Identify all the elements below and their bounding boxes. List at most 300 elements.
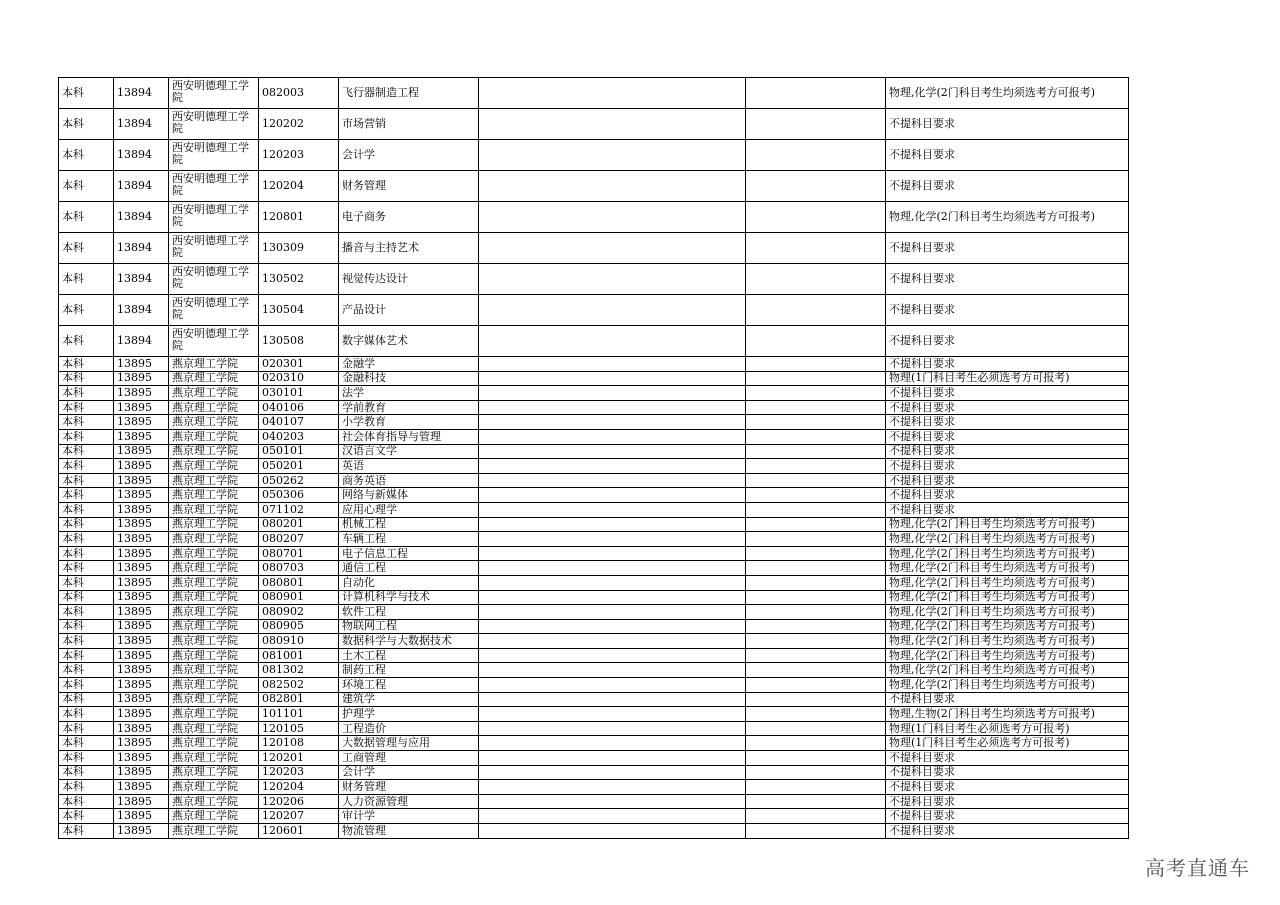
major-code-cell: 120204 xyxy=(259,171,339,202)
school-name-cell: 燕京理工学院 xyxy=(169,473,259,488)
major-code-cell: 120203 xyxy=(259,140,339,171)
major-name-cell: 工程造价 xyxy=(339,721,479,736)
school-code-cell: 13895 xyxy=(114,648,169,663)
school-name-cell: 燕京理工学院 xyxy=(169,561,259,576)
subject-requirement-cell: 物理(1门科目考生必须选考方可报考) xyxy=(886,371,1129,386)
empty-cell xyxy=(479,707,746,722)
level-cell: 本科 xyxy=(59,78,114,109)
major-code-cell: 130502 xyxy=(259,264,339,295)
empty-cell xyxy=(746,202,886,233)
table-row xyxy=(59,663,1129,678)
table-row xyxy=(59,561,1129,576)
subject-requirement-cell: 不提科目要求 xyxy=(886,109,1129,140)
subject-requirement-cell: 不提科目要求 xyxy=(886,415,1129,430)
empty-cell xyxy=(479,400,746,415)
empty-cell xyxy=(479,780,746,795)
subject-requirement-cell: 物理,化学(2门科目考生均须选考方可报考) xyxy=(886,561,1129,576)
level-cell: 本科 xyxy=(59,721,114,736)
major-code-cell: 080701 xyxy=(259,546,339,561)
major-code-cell: 040203 xyxy=(259,429,339,444)
level-cell: 本科 xyxy=(59,663,114,678)
empty-cell xyxy=(746,546,886,561)
major-name-cell: 数据科学与大数据技术 xyxy=(339,634,479,649)
subject-requirement-cell: 不提科目要求 xyxy=(886,326,1129,357)
school-name-cell: 燕京理工学院 xyxy=(169,444,259,459)
major-code-cell: 080910 xyxy=(259,634,339,649)
empty-cell xyxy=(479,357,746,372)
subject-requirement-cell: 不提科目要求 xyxy=(886,488,1129,503)
subject-requirement-cell: 物理,生物(2门科目考生均须选考方可报考) xyxy=(886,707,1129,722)
school-name-cell: 燕京理工学院 xyxy=(169,488,259,503)
major-name-cell: 物联网工程 xyxy=(339,619,479,634)
level-cell: 本科 xyxy=(59,619,114,634)
subject-requirement-cell: 物理,化学(2门科目考生均须选考方可报考) xyxy=(886,605,1129,620)
school-code-cell: 13895 xyxy=(114,429,169,444)
major-name-cell: 播音与主持艺术 xyxy=(339,233,479,264)
school-name-cell: 燕京理工学院 xyxy=(169,648,259,663)
empty-cell xyxy=(479,765,746,780)
empty-cell xyxy=(746,619,886,634)
empty-cell xyxy=(479,736,746,751)
table-row xyxy=(59,590,1129,605)
major-name-cell: 计算机科学与技术 xyxy=(339,590,479,605)
empty-cell xyxy=(746,561,886,576)
school-code-cell: 13895 xyxy=(114,546,169,561)
major-code-cell: 080905 xyxy=(259,619,339,634)
subject-requirement-cell: 不提科目要求 xyxy=(886,400,1129,415)
major-code-cell: 120203 xyxy=(259,765,339,780)
table-row xyxy=(59,386,1129,401)
school-name-cell: 燕京理工学院 xyxy=(169,619,259,634)
empty-cell xyxy=(746,171,886,202)
empty-cell xyxy=(479,809,746,824)
table-row xyxy=(59,736,1129,751)
enrollment-table xyxy=(58,77,1129,839)
major-name-cell: 数字媒体艺术 xyxy=(339,326,479,357)
school-name-cell: 燕京理工学院 xyxy=(169,721,259,736)
level-cell: 本科 xyxy=(59,429,114,444)
level-cell: 本科 xyxy=(59,707,114,722)
major-name-cell: 电子商务 xyxy=(339,202,479,233)
empty-cell xyxy=(479,295,746,326)
empty-cell xyxy=(479,648,746,663)
empty-cell xyxy=(479,444,746,459)
level-cell: 本科 xyxy=(59,751,114,766)
table-row xyxy=(59,648,1129,663)
school-code-cell: 13895 xyxy=(114,561,169,576)
empty-cell xyxy=(746,140,886,171)
empty-cell xyxy=(746,517,886,532)
major-name-cell: 工商管理 xyxy=(339,751,479,766)
empty-cell xyxy=(746,809,886,824)
major-code-cell: 080902 xyxy=(259,605,339,620)
major-name-cell: 会计学 xyxy=(339,765,479,780)
major-code-cell: 130504 xyxy=(259,295,339,326)
level-cell: 本科 xyxy=(59,371,114,386)
level-cell: 本科 xyxy=(59,459,114,474)
school-name-cell: 燕京理工学院 xyxy=(169,517,259,532)
table-row xyxy=(59,678,1129,693)
empty-cell xyxy=(479,202,746,233)
subject-requirement-cell: 不提科目要求 xyxy=(886,809,1129,824)
level-cell: 本科 xyxy=(59,765,114,780)
table-row xyxy=(59,202,1129,233)
level-cell: 本科 xyxy=(59,648,114,663)
school-code-cell: 13895 xyxy=(114,502,169,517)
major-code-cell: 130508 xyxy=(259,326,339,357)
empty-cell xyxy=(479,517,746,532)
school-code-cell: 13895 xyxy=(114,824,169,839)
school-code-cell: 13895 xyxy=(114,721,169,736)
school-code-cell: 13894 xyxy=(114,233,169,264)
school-code-cell: 13894 xyxy=(114,78,169,109)
empty-cell xyxy=(746,233,886,264)
subject-requirement-cell: 不提科目要求 xyxy=(886,692,1129,707)
school-name-cell: 燕京理工学院 xyxy=(169,429,259,444)
major-code-cell: 120801 xyxy=(259,202,339,233)
level-cell: 本科 xyxy=(59,386,114,401)
table-row xyxy=(59,444,1129,459)
school-code-cell: 13894 xyxy=(114,326,169,357)
empty-cell xyxy=(479,488,746,503)
school-code-cell: 13895 xyxy=(114,444,169,459)
level-cell: 本科 xyxy=(59,634,114,649)
table-row xyxy=(59,326,1129,357)
empty-cell xyxy=(746,751,886,766)
major-code-cell: 050101 xyxy=(259,444,339,459)
empty-cell xyxy=(479,429,746,444)
school-code-cell: 13895 xyxy=(114,619,169,634)
empty-cell xyxy=(746,648,886,663)
major-code-cell: 082502 xyxy=(259,678,339,693)
school-name-cell: 燕京理工学院 xyxy=(169,371,259,386)
major-name-cell: 制药工程 xyxy=(339,663,479,678)
school-name-cell: 燕京理工学院 xyxy=(169,809,259,824)
empty-cell xyxy=(746,634,886,649)
school-code-cell: 13895 xyxy=(114,386,169,401)
empty-cell xyxy=(479,605,746,620)
level-cell: 本科 xyxy=(59,809,114,824)
school-name-cell: 西安明德理工学院 xyxy=(169,264,259,295)
empty-cell xyxy=(479,590,746,605)
empty-cell xyxy=(746,663,886,678)
school-name-cell: 燕京理工学院 xyxy=(169,605,259,620)
major-name-cell: 环境工程 xyxy=(339,678,479,693)
table-row xyxy=(59,780,1129,795)
empty-cell xyxy=(479,264,746,295)
school-code-cell: 13895 xyxy=(114,590,169,605)
school-code-cell: 13894 xyxy=(114,264,169,295)
subject-requirement-cell: 物理,化学(2门科目考生均须选考方可报考) xyxy=(886,575,1129,590)
level-cell: 本科 xyxy=(59,692,114,707)
empty-cell xyxy=(479,140,746,171)
major-name-cell: 学前教育 xyxy=(339,400,479,415)
major-code-cell: 082003 xyxy=(259,78,339,109)
major-code-cell: 120601 xyxy=(259,824,339,839)
subject-requirement-cell: 物理,化学(2门科目考生均须选考方可报考) xyxy=(886,678,1129,693)
school-name-cell: 西安明德理工学院 xyxy=(169,140,259,171)
empty-cell xyxy=(746,295,886,326)
empty-cell xyxy=(479,663,746,678)
major-code-cell: 120201 xyxy=(259,751,339,766)
empty-cell xyxy=(479,678,746,693)
table-row xyxy=(59,721,1129,736)
major-name-cell: 应用心理学 xyxy=(339,502,479,517)
empty-cell xyxy=(479,561,746,576)
level-cell: 本科 xyxy=(59,473,114,488)
table-row xyxy=(59,473,1129,488)
major-name-cell: 软件工程 xyxy=(339,605,479,620)
empty-cell xyxy=(746,488,886,503)
school-code-cell: 13894 xyxy=(114,171,169,202)
major-code-cell: 101101 xyxy=(259,707,339,722)
school-name-cell: 燕京理工学院 xyxy=(169,678,259,693)
table-row xyxy=(59,707,1129,722)
major-code-cell: 120108 xyxy=(259,736,339,751)
school-name-cell: 燕京理工学院 xyxy=(169,634,259,649)
empty-cell xyxy=(479,326,746,357)
major-code-cell: 081001 xyxy=(259,648,339,663)
subject-requirement-cell: 不提科目要求 xyxy=(886,429,1129,444)
school-name-cell: 燕京理工学院 xyxy=(169,400,259,415)
subject-requirement-cell: 物理(1门科目考生必须选考方可报考) xyxy=(886,721,1129,736)
table-row xyxy=(59,357,1129,372)
empty-cell xyxy=(479,78,746,109)
empty-cell xyxy=(479,233,746,264)
school-name-cell: 燕京理工学院 xyxy=(169,707,259,722)
table-row xyxy=(59,233,1129,264)
empty-cell xyxy=(746,459,886,474)
school-code-cell: 13895 xyxy=(114,692,169,707)
major-code-cell: 080201 xyxy=(259,517,339,532)
school-code-cell: 13894 xyxy=(114,202,169,233)
level-cell: 本科 xyxy=(59,824,114,839)
empty-cell xyxy=(746,109,886,140)
empty-cell xyxy=(746,264,886,295)
empty-cell xyxy=(479,502,746,517)
major-name-cell: 网络与新媒体 xyxy=(339,488,479,503)
table-row xyxy=(59,502,1129,517)
major-code-cell: 080207 xyxy=(259,532,339,547)
school-name-cell: 燕京理工学院 xyxy=(169,532,259,547)
school-code-cell: 13894 xyxy=(114,140,169,171)
table-row xyxy=(59,605,1129,620)
empty-cell xyxy=(479,619,746,634)
major-name-cell: 金融学 xyxy=(339,357,479,372)
empty-cell xyxy=(479,546,746,561)
table-row xyxy=(59,429,1129,444)
subject-requirement-cell: 不提科目要求 xyxy=(886,502,1129,517)
empty-cell xyxy=(479,371,746,386)
empty-cell xyxy=(746,736,886,751)
empty-cell xyxy=(746,357,886,372)
major-name-cell: 视觉传达设计 xyxy=(339,264,479,295)
level-cell: 本科 xyxy=(59,444,114,459)
major-name-cell: 审计学 xyxy=(339,809,479,824)
school-name-cell: 西安明德理工学院 xyxy=(169,78,259,109)
school-code-cell: 13895 xyxy=(114,794,169,809)
major-code-cell: 040106 xyxy=(259,400,339,415)
school-code-cell: 13895 xyxy=(114,415,169,430)
level-cell: 本科 xyxy=(59,590,114,605)
subject-requirement-cell: 物理,化学(2门科目考生均须选考方可报考) xyxy=(886,546,1129,561)
major-code-cell: 040107 xyxy=(259,415,339,430)
major-name-cell: 金融科技 xyxy=(339,371,479,386)
school-name-cell: 燕京理工学院 xyxy=(169,765,259,780)
level-cell: 本科 xyxy=(59,517,114,532)
empty-cell xyxy=(746,415,886,430)
subject-requirement-cell: 物理,化学(2门科目考生均须选考方可报考) xyxy=(886,634,1129,649)
major-name-cell: 英语 xyxy=(339,459,479,474)
subject-requirement-cell: 物理,化学(2门科目考生均须选考方可报考) xyxy=(886,648,1129,663)
school-name-cell: 西安明德理工学院 xyxy=(169,202,259,233)
school-code-cell: 13895 xyxy=(114,809,169,824)
major-name-cell: 商务英语 xyxy=(339,473,479,488)
level-cell: 本科 xyxy=(59,736,114,751)
school-name-cell: 燕京理工学院 xyxy=(169,357,259,372)
empty-cell xyxy=(479,386,746,401)
table-row xyxy=(59,765,1129,780)
major-code-cell: 050306 xyxy=(259,488,339,503)
major-code-cell: 120105 xyxy=(259,721,339,736)
empty-cell xyxy=(479,473,746,488)
table-row xyxy=(59,751,1129,766)
subject-requirement-cell: 物理,化学(2门科目考生均须选考方可报考) xyxy=(886,619,1129,634)
school-name-cell: 燕京理工学院 xyxy=(169,780,259,795)
level-cell: 本科 xyxy=(59,400,114,415)
school-name-cell: 西安明德理工学院 xyxy=(169,326,259,357)
level-cell: 本科 xyxy=(59,794,114,809)
level-cell: 本科 xyxy=(59,357,114,372)
major-name-cell: 大数据管理与应用 xyxy=(339,736,479,751)
major-code-cell: 080801 xyxy=(259,575,339,590)
empty-cell xyxy=(746,386,886,401)
major-name-cell: 产品设计 xyxy=(339,295,479,326)
empty-cell xyxy=(746,532,886,547)
major-name-cell: 车辆工程 xyxy=(339,532,479,547)
subject-requirement-cell: 不提科目要求 xyxy=(886,264,1129,295)
empty-cell xyxy=(479,634,746,649)
table-row xyxy=(59,295,1129,326)
school-name-cell: 燕京理工学院 xyxy=(169,590,259,605)
empty-cell xyxy=(479,171,746,202)
major-code-cell: 080901 xyxy=(259,590,339,605)
major-name-cell: 会计学 xyxy=(339,140,479,171)
school-code-cell: 13895 xyxy=(114,575,169,590)
major-code-cell: 020301 xyxy=(259,357,339,372)
empty-cell xyxy=(479,415,746,430)
subject-requirement-cell: 不提科目要求 xyxy=(886,459,1129,474)
subject-requirement-cell: 不提科目要求 xyxy=(886,357,1129,372)
subject-requirement-cell: 物理(1门科目考生必须选考方可报考) xyxy=(886,736,1129,751)
major-code-cell: 080703 xyxy=(259,561,339,576)
level-cell: 本科 xyxy=(59,140,114,171)
major-code-cell: 050201 xyxy=(259,459,339,474)
level-cell: 本科 xyxy=(59,488,114,503)
empty-cell xyxy=(479,532,746,547)
table-row xyxy=(59,532,1129,547)
school-name-cell: 燕京理工学院 xyxy=(169,824,259,839)
table-row xyxy=(59,78,1129,109)
watermark-text: 高考直通车 xyxy=(1145,856,1250,880)
school-name-cell: 西安明德理工学院 xyxy=(169,295,259,326)
major-name-cell: 法学 xyxy=(339,386,479,401)
empty-cell xyxy=(746,765,886,780)
major-code-cell: 120207 xyxy=(259,809,339,824)
empty-cell xyxy=(746,590,886,605)
school-code-cell: 13895 xyxy=(114,459,169,474)
school-code-cell: 13894 xyxy=(114,109,169,140)
subject-requirement-cell: 物理,化学(2门科目考生均须选考方可报考) xyxy=(886,663,1129,678)
empty-cell xyxy=(479,824,746,839)
empty-cell xyxy=(746,429,886,444)
subject-requirement-cell: 物理,化学(2门科目考生均须选考方可报考) xyxy=(886,590,1129,605)
subject-requirement-cell: 不提科目要求 xyxy=(886,751,1129,766)
school-code-cell: 13895 xyxy=(114,678,169,693)
empty-cell xyxy=(746,780,886,795)
table-row xyxy=(59,371,1129,386)
level-cell: 本科 xyxy=(59,326,114,357)
table-row xyxy=(59,692,1129,707)
major-name-cell: 自动化 xyxy=(339,575,479,590)
level-cell: 本科 xyxy=(59,678,114,693)
table-row xyxy=(59,171,1129,202)
subject-requirement-cell: 物理,化学(2门科目考生均须选考方可报考) xyxy=(886,78,1129,109)
level-cell: 本科 xyxy=(59,575,114,590)
empty-cell xyxy=(746,692,886,707)
empty-cell xyxy=(479,721,746,736)
table-row xyxy=(59,619,1129,634)
table-row xyxy=(59,400,1129,415)
school-code-cell: 13895 xyxy=(114,707,169,722)
school-name-cell: 燕京理工学院 xyxy=(169,415,259,430)
level-cell: 本科 xyxy=(59,532,114,547)
school-name-cell: 西安明德理工学院 xyxy=(169,171,259,202)
major-name-cell: 机械工程 xyxy=(339,517,479,532)
empty-cell xyxy=(746,78,886,109)
empty-cell xyxy=(746,371,886,386)
school-code-cell: 13895 xyxy=(114,473,169,488)
empty-cell xyxy=(746,794,886,809)
major-name-cell: 财务管理 xyxy=(339,780,479,795)
school-name-cell: 燕京理工学院 xyxy=(169,459,259,474)
major-code-cell: 071102 xyxy=(259,502,339,517)
empty-cell xyxy=(746,721,886,736)
level-cell: 本科 xyxy=(59,171,114,202)
major-code-cell: 050262 xyxy=(259,473,339,488)
major-code-cell: 130309 xyxy=(259,233,339,264)
major-code-cell: 120204 xyxy=(259,780,339,795)
empty-cell xyxy=(479,459,746,474)
major-name-cell: 社会体育指导与管理 xyxy=(339,429,479,444)
table-row xyxy=(59,575,1129,590)
table-row xyxy=(59,459,1129,474)
major-code-cell: 020310 xyxy=(259,371,339,386)
school-code-cell: 13895 xyxy=(114,751,169,766)
major-code-cell: 030101 xyxy=(259,386,339,401)
major-code-cell: 120206 xyxy=(259,794,339,809)
empty-cell xyxy=(746,575,886,590)
table-body xyxy=(59,78,1129,839)
school-name-cell: 西安明德理工学院 xyxy=(169,233,259,264)
level-cell: 本科 xyxy=(59,780,114,795)
empty-cell xyxy=(746,444,886,459)
school-code-cell: 13895 xyxy=(114,517,169,532)
school-code-cell: 13895 xyxy=(114,357,169,372)
level-cell: 本科 xyxy=(59,415,114,430)
empty-cell xyxy=(746,400,886,415)
empty-cell xyxy=(479,751,746,766)
